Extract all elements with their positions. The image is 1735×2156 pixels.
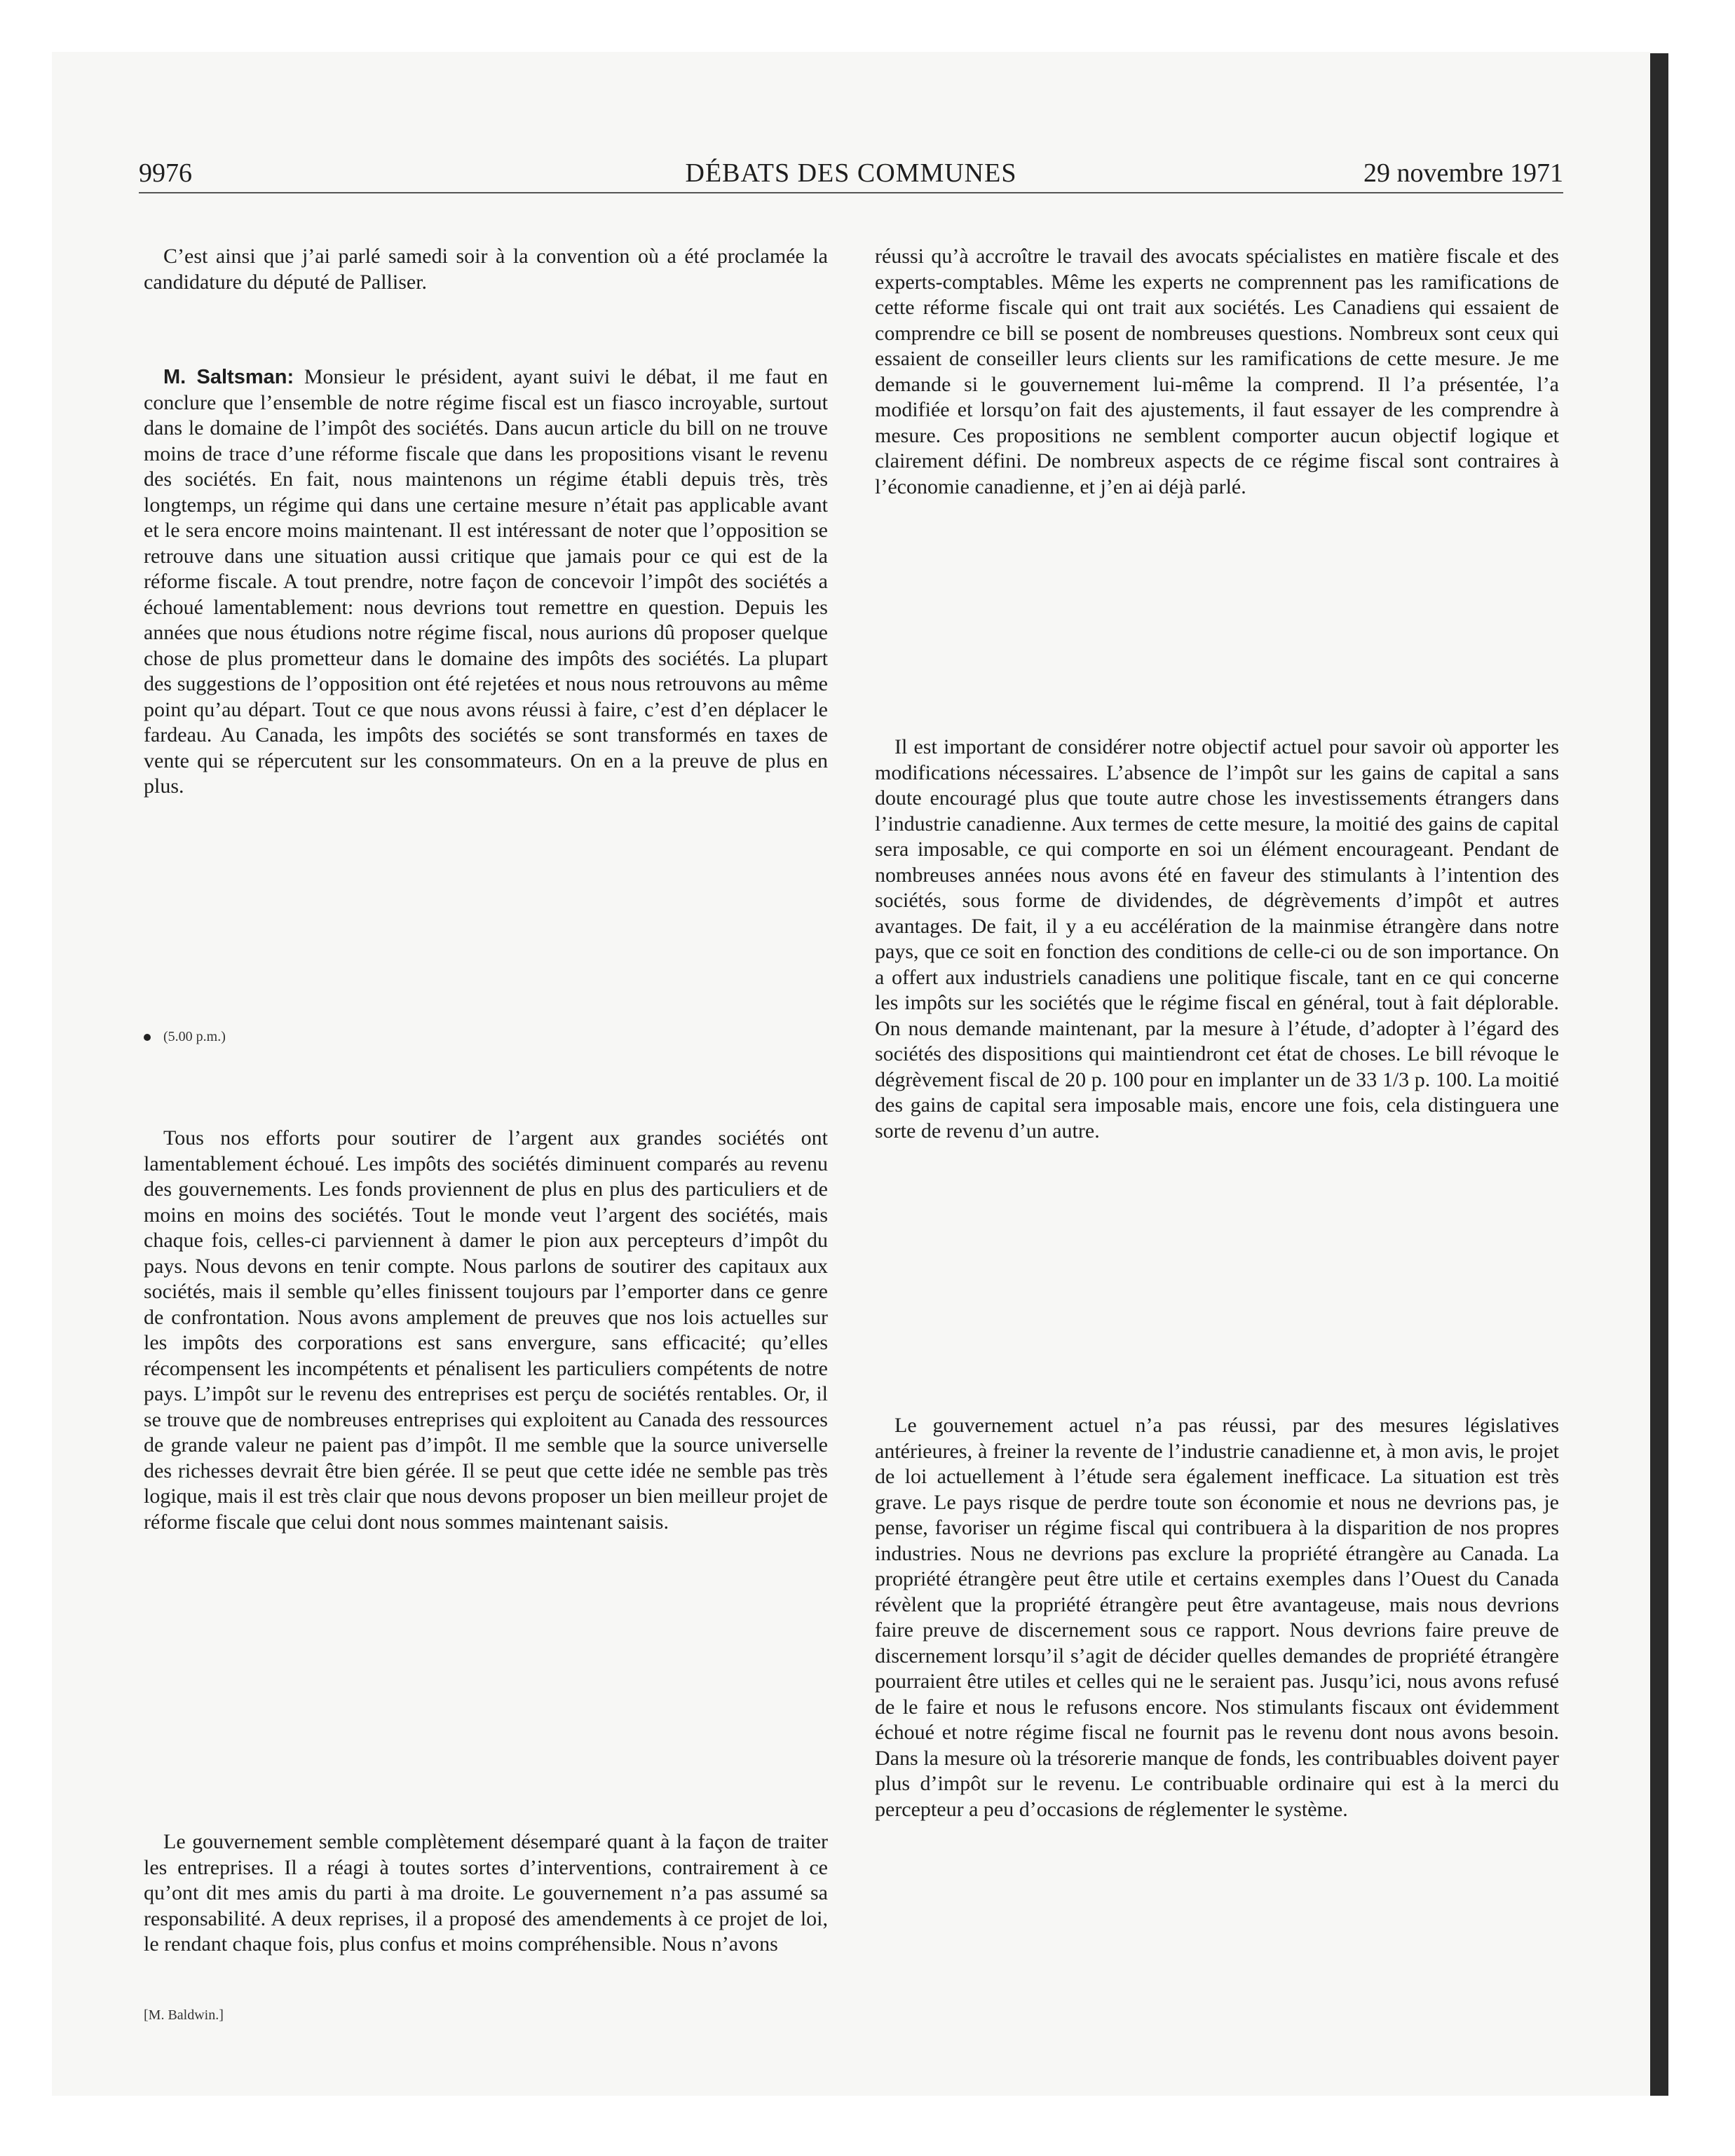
paragraph-objectif: Il est important de considérer notre objectif actuel pour savoir où apporter les modifications nécessaires. L’absence de l’impôt sur les gains de capital a sans doute encouragé plus que toute autre chose les investissements étrangers dans l’industrie canadienne. Aux termes de cette mesure, la moitié des gains de capital sera imposable, ce qui comporte en soi un élément encourageant. Pendant de nombreuses années nous avons été en faveur des stimulants à l’intention des sociétés, sous forme de dividendes, de dégrèvements d’impôt et autres avantages. De fait, il y a eu accélération de la mainmise étrangère dans notre pays, que ce soit en fonction des conditions de celle-ci ou de son importance. On a offert aux industriels canadiens une politique fiscale, tant en ce qui concerne les impôts sur les sociétés que le régime fiscal en général, tout à fait déplorable. On nous demande maintenant, par la mesure à l’étude, d’adopter à l’égard des sociétés des dispositions qui maintiendront cet état de choses. Le bill révoque le dégrèvement fiscal de 20 p. 100 pour en implanter un de 33 1/3 p. 100. La moitié des gains de capital sera imposable mais, encore une fois, cela distinguera une sorte de revenu d’un autre.	[875, 735, 1559, 1142]
time-text: (5.00 p.m.)	[163, 1029, 226, 1044]
paragraph-saltsman	[144, 364, 828, 800]
time-stamp	[144, 1028, 828, 1046]
speech-text: Monsieur le président, ayant suivi le débat, il me faut en conclure que l’ensemble de notre régime fiscal est un fiasco incroyable, surtout dans le domaine de l’impôt des sociétés. Dans aucun article du bill on ne trouve moins de trace d’une réforme fiscale que dans les propositions visant le revenu des sociétés. En fait, nous maintenons un régime établi depuis très, très longtemps, un régime qui dans une certaine mesure n’était pas applicable avant et le sera encore moins maintenant. Il est intéressant de noter que l’opposition se retrouve dans une situation aussi critique que jamais pour ce qui est de la réforme fiscale. A tout prendre, notre façon de concevoir l’impôt des sociétés a échoué lamentablement: nous devrions tout remettre en question. Depuis les années que nous étudions notre régime fiscal, nous aurions dû proposer quelque chose de plus prometteur dans le domaine des impôts des sociétés. La plupart des suggestions de l’opposition ont été rejetées et nous nous retrouvons au même point qu’au départ. Tout ce que nous avons réussi à faire, c’est d’en déplacer le fardeau. Au Canada, les impôts des sociétés se sont transformés en taxes de vente qui se répercutent sur les consommateurs. On en a la preuve de plus en plus.	[144, 365, 828, 798]
speaker-name: M. Saltsman:	[163, 366, 294, 388]
header-rule	[139, 192, 1563, 193]
page-date: 29 novembre 1971	[1363, 158, 1563, 188]
paragraph-gouvernement: Le gouvernement semble complètement désemparé quant à la façon de traiter les entreprises. Il a réagi à toutes sortes d’interventions, contrairement à ce qu’ont dit mes amis du parti à ma droite. Le gouvernement n’a pas assumé sa responsabilité. A deux reprises, il a proposé des amendements à ce projet de loi, le rendant chaque fois, plus confus et moins compréhensible. Nous n’avons	[144, 1830, 828, 1956]
page-number: 9976	[139, 158, 192, 188]
page-header	[139, 156, 1563, 191]
paragraph-gouvernement-actuel: Le gouvernement actuel n’a pas réussi, par des mesures législatives antérieures, à freiner la revente de l’industrie canadienne et, à mon avis, le projet de loi actuellement à l’étude sera également inefficace. La situation est très grave. Le pays risque de perdre toute son économie et nous ne devrions pas, je pense, favoriser un régime fiscal qui contribuera à la disparition de nos propres industries. Nous ne devrions pas exclure la propriété étrangère au Canada. La propriété étrangère peut être utile et certains exemples dans l’Ouest du Canada révèlent que la propriété étrangère peut être avantageuse, mais nous devrions faire preuve de discernement sous ce rapport. Nous devrions faire preuve de discernement lorsqu’il s’agit de décider quelles demandes de propriété étrangère pourraient être utiles et celles qui ne le seraient pas. Jusqu’ici, nous avons refusé de le faire et nous le refusons encore. Nos stimulants fiscaux ont évidemment échoué et notre régime fiscal ne fournit pas le revenu dont nous avons besoin. Dans la mesure où la trésorerie manque de fonds, les contribuables doivent payer plus d’impôt sur le revenu. Le contribuable ordinaire qui est à la merci du percepteur a peu d’occasions de réglementer le système.	[875, 1414, 1559, 1821]
footer-speaker-note: [M. Baldwin.]	[144, 2007, 224, 2023]
paragraph-continued: réussi qu’à accroître le travail des avocats spécialistes en matière fiscale et des experts-comptables. Même les experts ne comprennent pas les ramifications de cette réforme fiscale qui ont trait aux sociétés. Les Canadiens qui essaient de comprendre ce bill se posent de nombreuses questions. Nombreux sont ceux qui essaient de conseiller leurs clients sur les ramifications de cette mesure. Je me demande si le gouvernement lui-même la comprend. Il l’a présentée, l’a modifiée et lorsqu’on fait des ajustements, il faut essayer de les comprendre à mesure. Ces propositions ne semblent comporter aucun objectif logique et clairement défini. De nombreux aspects de ce régime fiscal sont contraires à l’économie canadienne, et j’en ai déjà parlé.	[875, 245, 1559, 498]
publication-title: DÉBATS DES COMMUNES	[685, 158, 1017, 188]
scan-edge-shadow	[1650, 53, 1668, 2096]
paragraph-efforts: Tous nos efforts pour soutirer de l’argent aux grandes sociétés ont lamentablement échoué. Les impôts des sociétés diminuent comparés au revenu des gouvernements. Les fonds proviennent de plus en plus des particuliers et de moins en moins des sociétés. Tout le monde veut l’argent des sociétés, mais chaque fois, celles-ci parviennent à damer le pion aux percepteurs d’impôt du pays. Nous devons en tenir compte. Nous parlons de soutirer des capitaux aux sociétés, mais il semble qu’elles finissent toujours par l’emporter dans ce genre de confrontation. Nous avons amplement de preuves que nos lois actuelles sur les impôts des corporations est sans envergure, sans efficacité; qu’elles récompensent les incompétents et pénalisent les particuliers compétents de notre pays. L’impôt sur le revenu des entreprises est perçu de sociétés rentables. Or, il se trouve que de nombreuses entreprises qui exploitent au Canada des ressources de grande valeur ne paient pas d’impôt. Il me semble que la source universelle des richesses devrait être bien gérée. Il se peut que cette idée ne semble pas très logique, mais il est très clair que nous devons proposer un bien meilleur projet de réforme fiscale que celui dont nous sommes maintenant saisis.	[144, 1126, 828, 1534]
left-column	[144, 244, 828, 2052]
paragraph-palliser: C’est ainsi que j’ai parlé samedi soir à la convention où a été proclamée la candidature du député de Palliser.	[144, 245, 828, 294]
bullet-dot-icon	[144, 1034, 151, 1041]
right-column	[875, 244, 1559, 2052]
